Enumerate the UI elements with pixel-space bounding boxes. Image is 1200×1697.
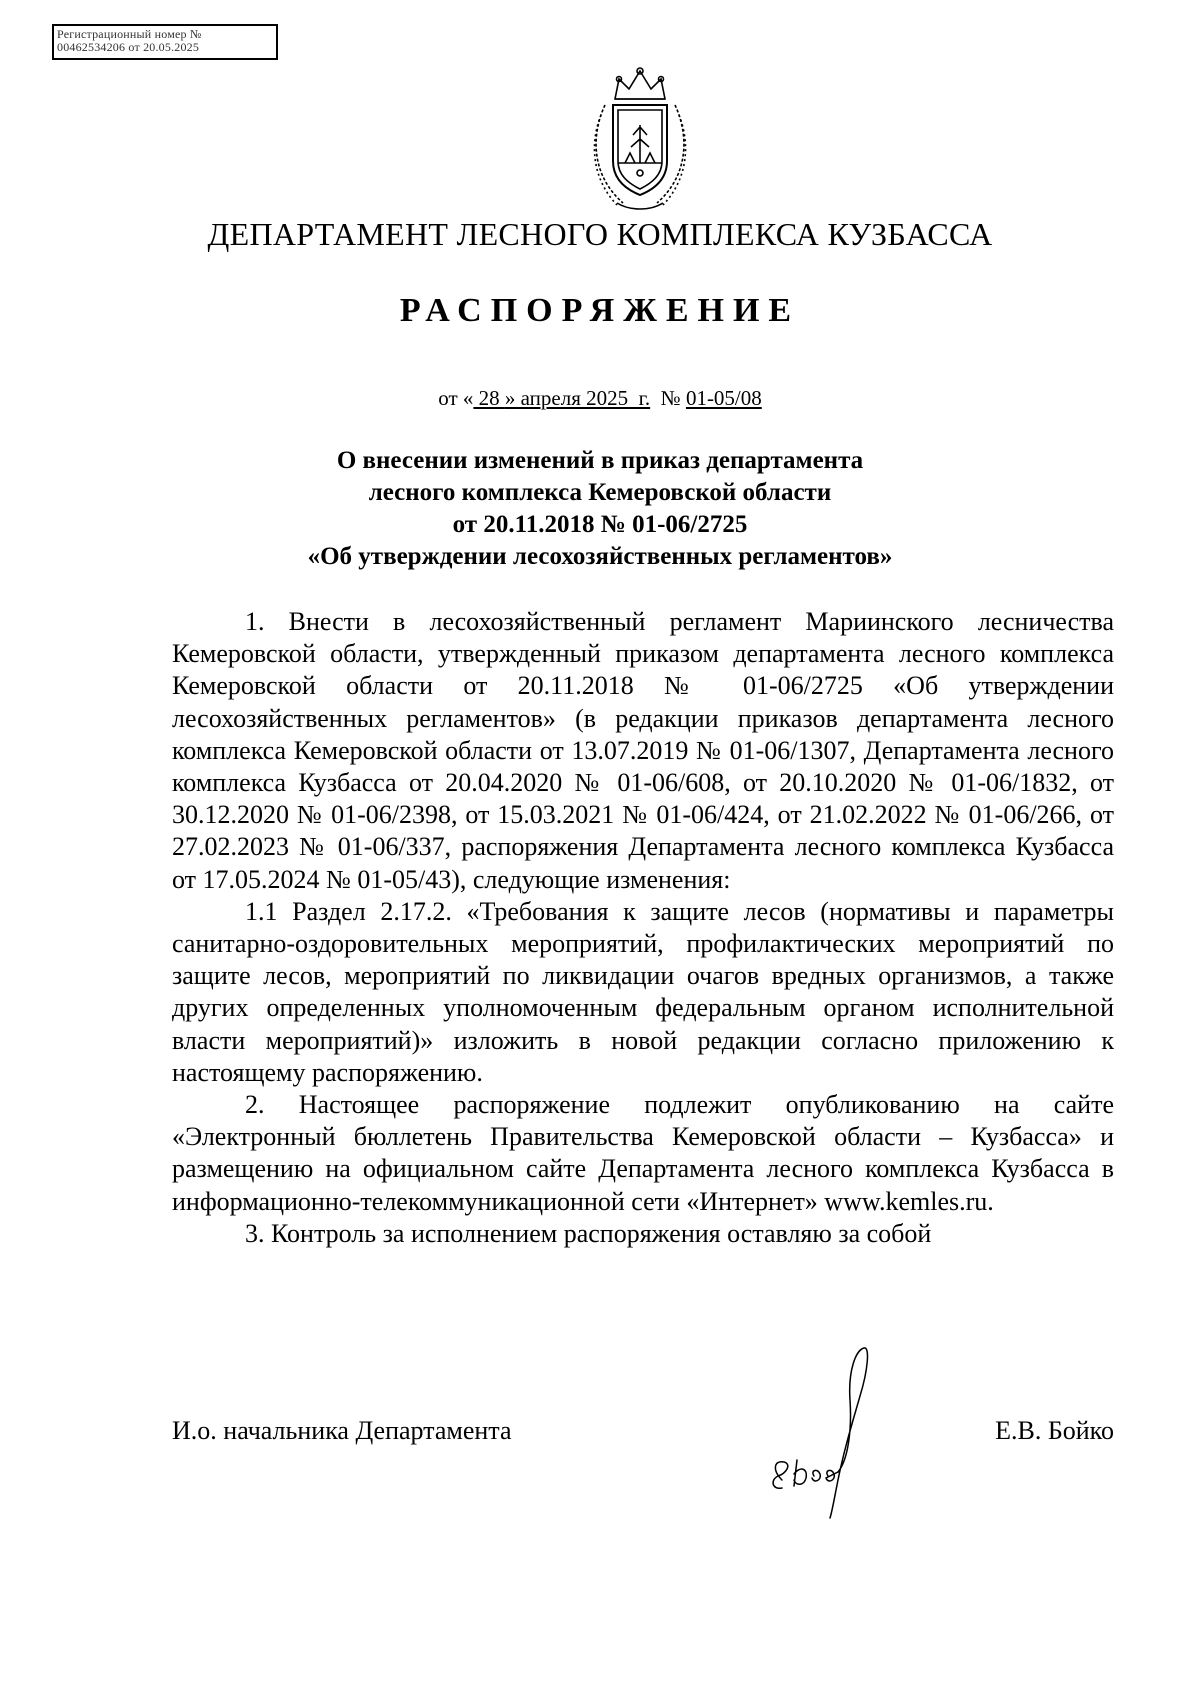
document-type: РАСПОРЯЖЕНИЕ bbox=[399, 292, 801, 329]
date-prefix: от « bbox=[438, 386, 474, 410]
date-line bbox=[0, 386, 1200, 411]
subject-line: от 20.11.2018 № 01-06/2725 bbox=[452, 511, 748, 538]
registration-number: 00462534206 от 20.05.2025 bbox=[57, 40, 200, 54]
document-body bbox=[172, 606, 1114, 1250]
date-gap bbox=[650, 386, 661, 410]
subject-line: О внесении изменений в приказ департамента bbox=[336, 447, 864, 474]
date-day: 28 bbox=[473, 386, 505, 410]
subject-line: лесного комплекса Кемеровской области bbox=[368, 479, 832, 506]
number-label: № bbox=[660, 386, 681, 410]
body-paragraph: 2. Настоящее распоряжение подлежит опубликованию на сайте «Электронный бюллетень Правительства Кемеровской области – Кузбасса» и размещению на официальном сайте Департамента лесного комплекса Кузбасса в информационно-телекоммуникационной сети «Интернет» www.kemles.ru. bbox=[172, 1090, 1114, 1216]
subject-line: «Об утверждении лесохозяйственных регламентов» bbox=[307, 543, 893, 570]
registration-stamp bbox=[52, 24, 278, 60]
document-subject bbox=[0, 445, 1200, 573]
signatory-title: И.о. начальника Департамента bbox=[172, 1416, 512, 1445]
signature-block bbox=[172, 1416, 1114, 1456]
signatory-name: Е.В. Бойко bbox=[995, 1416, 1114, 1445]
body-paragraph: 1. Внести в лесохозяйственный регламент Мариинского лесничества Кемеровской области, утвержденный приказом департамента лесного комплекса Кемеровской области от 20.11.2018 № 01-06/2725 «Об утверждении лесохозяйственных регламентов» (в редакции приказов департамента лесного комплекса Кемеровской области от 13.07.2019 № 01-06/1307, Департамента лесного комплекса Кузбасса от 20.04.2020 № 01-06/608, от 20.10.2020 № 01-06/1832, от 30.12.2020 № 01-06/2398, от 15.03.2021 № 01-06/424, от 21.02.2022 № 01-06/266, от 27.02.2023 № 01-06/337, распоряжения Департамента лесного комплекса Кузбасса от 17.05.2024 № 01-05/43), следующие изменения: bbox=[172, 607, 1114, 894]
body-paragraph: 1.1 Раздел 2.17.2. «Требования к защите лесов (нормативы и параметры санитарно-оздоровительных мероприятий, профилактических мероприятий по защите лесов, мероприятий по ликвидации очагов вредных организмов, а также других определенных уполномоченным федеральным органом исполнительной власти мероприятий)» изложить в новой редакции согласно приложению к настоящему распоряжению. bbox=[172, 896, 1114, 1087]
registration-label: Регистрационный номер № bbox=[57, 27, 202, 41]
coat-of-arms-icon bbox=[585, 65, 695, 215]
department-name: ДЕПАРТАМЕНТ ЛЕСНОГО КОМПЛЕКСА КУЗБАССА bbox=[207, 216, 993, 252]
date-month-year: » апреля 2025 г. bbox=[504, 386, 651, 410]
body-paragraph: 3. Контроль за исполнением распоряжения оставляю за собой bbox=[245, 1218, 932, 1248]
document-number: 01-05/08 bbox=[685, 386, 762, 410]
